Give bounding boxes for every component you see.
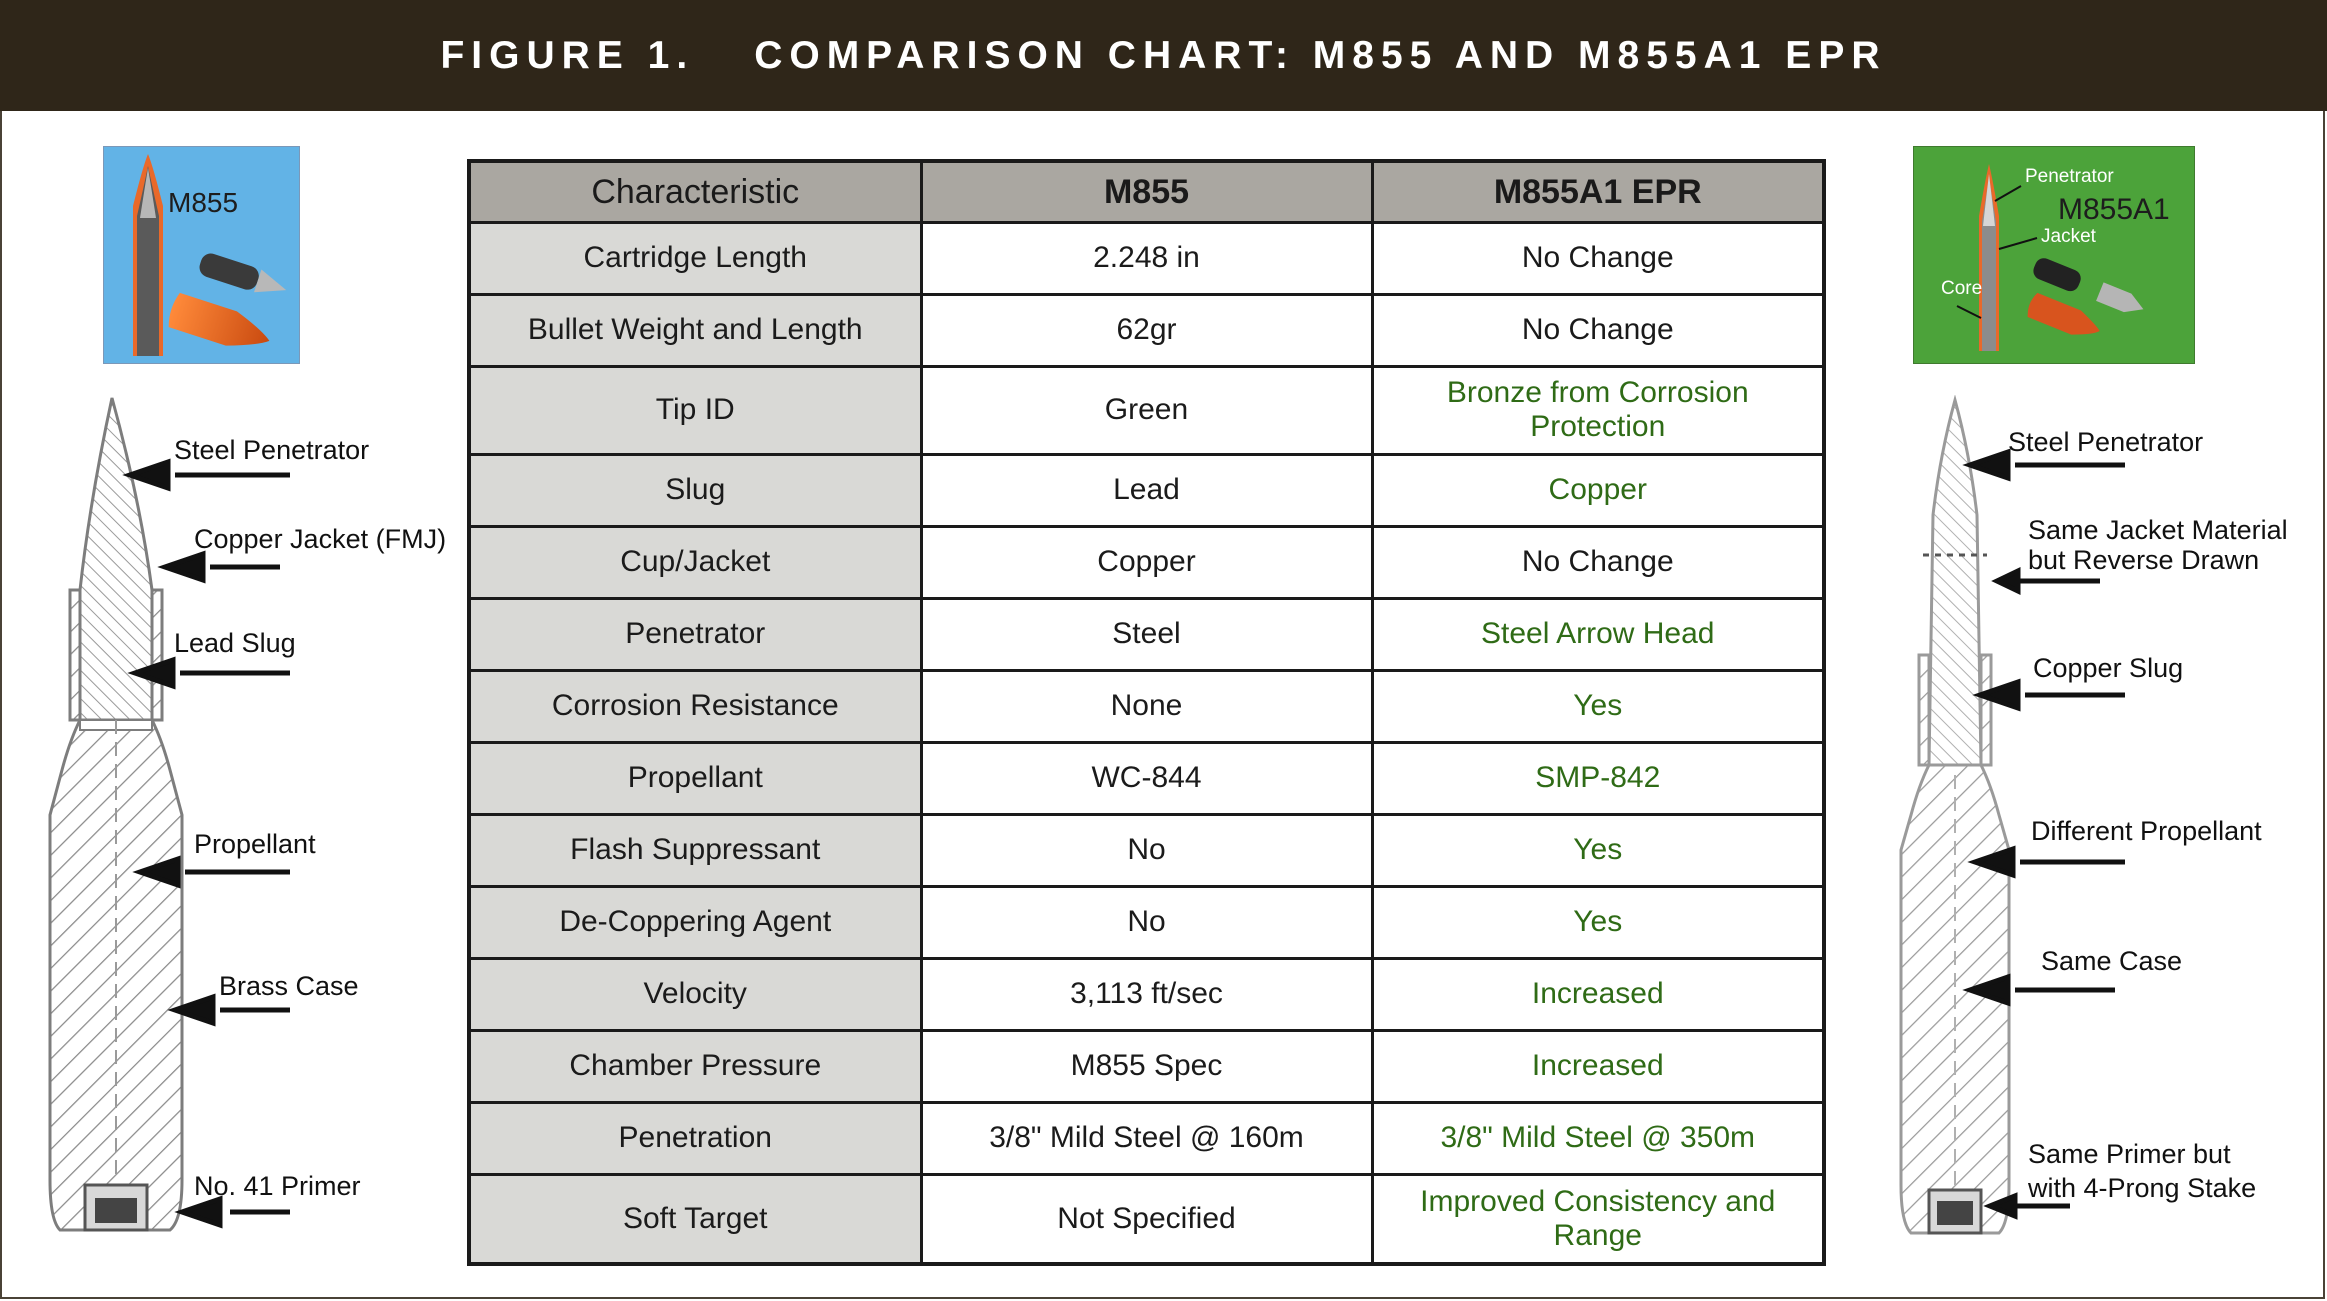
table-row [469,366,1824,454]
thumb-label-jacket: Jacket [2041,226,2096,247]
m855a1-thumbnail [1913,146,2195,364]
table-body [469,222,1824,1264]
cell-m855: M855 Spec [921,1030,1372,1102]
cell-m855a1: No Change [1372,222,1824,294]
table-row [469,1102,1824,1174]
cell-m855: Copper [921,526,1372,598]
m855-label-lead-slug: Lead Slug [174,628,296,658]
figure-title: COMPARISON CHART: M855 AND M855A1 EPR [754,33,1887,77]
m855a1-label-jacket-line1: Same Jacket Material [2028,515,2288,545]
column-header-m855: M855 [921,161,1372,222]
m855a1-label-steel-penetrator: Steel Penetrator [2008,427,2204,457]
m855-thumbnail [103,146,300,364]
cell-m855a1: Improved Consistency and Range [1372,1174,1824,1264]
m855-thumb-label: M855 [168,187,239,218]
cell-m855a1: Yes [1372,886,1824,958]
m855a1-label-jacket-line2: but Reverse Drawn [2028,545,2260,575]
cell-m855: Steel [921,598,1372,670]
cell-characteristic: Tip ID [469,366,921,454]
table-row [469,222,1824,294]
m855-label-steel-penetrator: Steel Penetrator [174,435,370,465]
table-row [469,958,1824,1030]
comparison-table [467,159,1826,1266]
cell-characteristic: Cup/Jacket [469,526,921,598]
figure-label: FIGURE 1. [440,33,695,77]
column-header-characteristic: Characteristic [469,161,921,222]
cell-m855: 2.248 in [921,222,1372,294]
cell-m855a1: Bronze from Corrosion Protection [1372,366,1824,454]
thumb-label-penetrator: Penetrator [2025,166,2114,187]
table-row [469,294,1824,366]
m855-label-copper-jacket: Copper Jacket (FMJ) [194,524,447,554]
cell-characteristic: Bullet Weight and Length [469,294,921,366]
table-row [469,1030,1824,1102]
cell-m855: Lead [921,454,1372,526]
m855a1-label-propellant: Different Propellant [2031,816,2262,846]
cell-m855a1: Increased [1372,958,1824,1030]
cell-m855a1: 3/8" Mild Steel @ 350m [1372,1102,1824,1174]
cell-characteristic: Velocity [469,958,921,1030]
cell-characteristic: De-Coppering Agent [469,886,921,958]
cell-m855: WC-844 [921,742,1372,814]
thumb-label-core: Core [1941,278,1983,299]
cell-characteristic: Slug [469,454,921,526]
table-row [469,454,1824,526]
cell-m855a1: Steel Arrow Head [1372,598,1824,670]
cell-m855a1: No Change [1372,294,1824,366]
cell-m855a1: SMP-842 [1372,742,1824,814]
m855-label-propellant: Propellant [194,829,316,859]
cell-m855: 62gr [921,294,1372,366]
cell-m855a1: Yes [1372,670,1824,742]
cell-m855a1: Copper [1372,454,1824,526]
table-row [469,598,1824,670]
m855a1-label-case: Same Case [2041,946,2183,976]
m855-label-brass-case: Brass Case [219,971,359,1001]
table-row [469,1174,1824,1264]
cell-m855: No [921,886,1372,958]
cell-m855a1: Increased [1372,1030,1824,1102]
cell-characteristic: Corrosion Resistance [469,670,921,742]
cell-characteristic: Penetrator [469,598,921,670]
cell-characteristic: Cartridge Length [469,222,921,294]
cell-m855: None [921,670,1372,742]
cell-characteristic: Soft Target [469,1174,921,1264]
cell-m855a1: Yes [1372,814,1824,886]
table-row [469,526,1824,598]
cell-m855: No [921,814,1372,886]
figure-header [0,0,2327,111]
table-row [469,742,1824,814]
m855a1-label-copper-slug: Copper Slug [2033,653,2184,683]
table-row [469,886,1824,958]
cell-characteristic: Penetration [469,1102,921,1174]
cell-m855: 3,113 ft/sec [921,958,1372,1030]
table-row [469,814,1824,886]
cell-characteristic: Propellant [469,742,921,814]
cell-m855: 3/8" Mild Steel @ 160m [921,1102,1372,1174]
cell-characteristic: Chamber Pressure [469,1030,921,1102]
cell-m855a1: No Change [1372,526,1824,598]
cell-m855: Green [921,366,1372,454]
m855-label-primer: No. 41 Primer [194,1171,361,1201]
column-header-m855a1: M855A1 EPR [1372,161,1824,222]
m855a1-label-primer-line1: Same Primer but [2028,1139,2231,1169]
m855a1-label-primer-line2: with 4-Prong Stake [2028,1173,2257,1203]
table-row [469,670,1824,742]
cell-characteristic: Flash Suppressant [469,814,921,886]
cell-m855: Not Specified [921,1174,1372,1264]
m855a1-thumb-label: M855A1 [2058,193,2170,226]
table-header-row [469,161,1824,222]
